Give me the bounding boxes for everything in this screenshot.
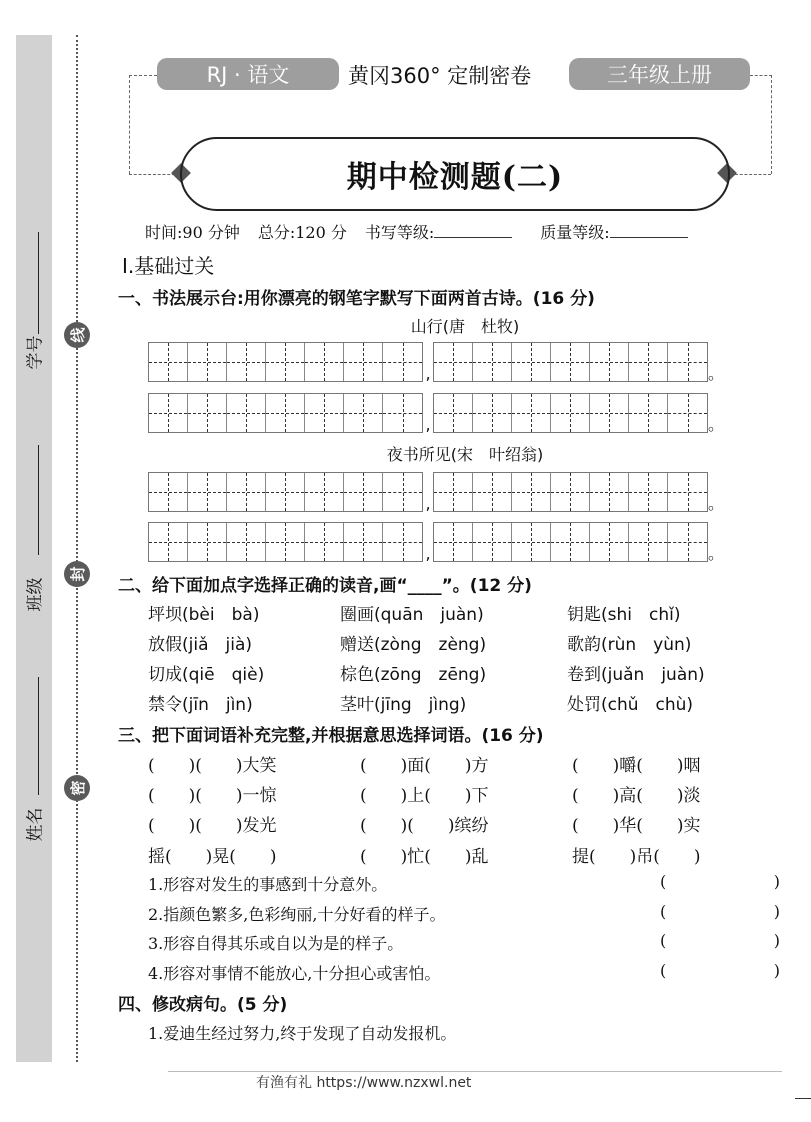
page-corner-mark <box>795 1098 811 1099</box>
definition-row <box>148 872 780 895</box>
word-row <box>148 781 784 806</box>
pinyin-item[interactable]: 切成(qiē qiè) <box>148 665 265 685</box>
definition-text: 3.形容自得其乐或自以为是的样子。 <box>148 934 404 953</box>
cut-line <box>76 35 78 1062</box>
writing-grid[interactable] <box>148 472 423 512</box>
page-title: 期中检测题(二) <box>346 160 564 195</box>
word-fill-item[interactable]: 摇( )晃( ) <box>148 847 277 867</box>
definition-row <box>148 961 780 984</box>
frame-dash <box>735 174 771 175</box>
writing-row: , 。 <box>148 342 718 382</box>
word-fill-item[interactable]: ( )高( )淡 <box>572 786 701 806</box>
definition-row <box>148 931 780 954</box>
pinyin-item[interactable]: 坪坝(bèi bà) <box>148 605 260 625</box>
pinyin-item[interactable]: 歌韵(rùn yùn) <box>567 635 692 655</box>
frame-dash <box>129 75 130 174</box>
frame-dash <box>771 75 772 174</box>
frame-dash <box>129 75 157 76</box>
class-label: 班级 <box>25 577 46 612</box>
writing-grid[interactable] <box>433 472 708 512</box>
word-fill-item[interactable]: ( )( )发光 <box>148 816 277 836</box>
score-text: 总分:120 分 <box>257 223 347 242</box>
title-frame <box>180 137 730 211</box>
pinyin-item[interactable]: 卷到(juǎn juàn) <box>567 665 705 685</box>
writing-grid[interactable] <box>148 522 423 562</box>
word-fill-item[interactable]: ( )上( )下 <box>360 786 489 806</box>
definition-text: 4.形容对事情不能放心,十分担心或害怕。 <box>148 964 441 983</box>
seal-mi-icon: 密 <box>64 775 90 801</box>
poem-2-title: 夜书所见(宋 叶绍翁) <box>386 445 544 464</box>
writing-grid[interactable] <box>433 522 708 562</box>
definition-text: 2.指颜色繁多,色彩绚丽,十分好看的样子。 <box>148 905 446 924</box>
definition-text: 1.形容对发生的事感到十分意外。 <box>148 875 388 894</box>
pinyin-item[interactable]: 赠送(zòng zèng) <box>340 635 487 655</box>
frame-dash <box>129 174 175 175</box>
word-fill-item[interactable]: ( )嚼( )咽 <box>572 756 701 776</box>
pinyin-item[interactable]: 禁令(jīn jìn) <box>148 695 253 715</box>
pinyin-row <box>148 600 779 625</box>
writing-row: , 。 <box>148 522 718 562</box>
writing-grade-label: 书写等级: <box>364 223 435 242</box>
pinyin-item[interactable]: 棕色(zōng zēng) <box>340 665 487 685</box>
writing-grid[interactable] <box>433 393 708 433</box>
pinyin-row <box>148 630 779 655</box>
pinyin-item[interactable]: 钥匙(shi chǐ) <box>567 605 681 625</box>
quality-grade-label: 质量等级: <box>540 223 610 242</box>
word-fill-item[interactable]: ( )( )缤纷 <box>360 816 489 836</box>
pinyin-item[interactable]: 放假(jiǎ jià) <box>148 635 252 655</box>
writing-grid[interactable] <box>148 342 423 382</box>
answer-blank[interactable]: ( ) <box>660 902 780 921</box>
word-fill-item[interactable]: ( )( )大笑 <box>148 756 277 776</box>
time-text: 时间:90 分钟 <box>145 223 240 242</box>
writing-grid[interactable] <box>433 342 708 382</box>
pinyin-item[interactable]: 茎叶(jīng jìng) <box>340 695 467 715</box>
part-title: Ⅰ.基础过关 <box>122 254 215 278</box>
name-label: 姓名 <box>25 807 46 842</box>
pinyin-item[interactable]: 处罚(chǔ chù) <box>567 695 694 715</box>
grade-pill: 三年级上册 <box>569 58 750 90</box>
footer-watermark: 有渔有礼 https://www.nzxwl.net <box>256 1075 472 1091</box>
word-row <box>148 811 784 836</box>
poem-1-title: 山行(唐 杜牧) <box>410 317 520 336</box>
binding-strip <box>16 35 52 1062</box>
subject-pill: RJ · 语文 <box>157 58 339 90</box>
writing-row: , 。 <box>148 393 718 433</box>
seal-feng-icon: 封 <box>64 561 90 587</box>
word-fill-item[interactable]: ( )忙( )乱 <box>360 847 489 867</box>
answer-blank[interactable]: ( ) <box>660 872 780 891</box>
question-3-title: 三、把下面词语补充完整,并根据意思选择词语。(16 分) <box>118 726 544 746</box>
seal-xian-icon: 线 <box>64 322 90 348</box>
sentence-item <box>148 1021 780 1044</box>
exam-meta <box>145 220 688 243</box>
writing-grid[interactable] <box>148 393 423 433</box>
frame-dash <box>750 75 772 76</box>
student-id-label: 学号 <box>25 335 46 370</box>
word-fill-item[interactable]: ( )( )一惊 <box>148 786 277 806</box>
word-row <box>148 751 784 776</box>
answer-blank[interactable]: ( ) <box>660 931 780 950</box>
question-2-title: 二、给下面加点字选择正确的读音,画“____”。(12 分) <box>118 576 532 596</box>
question-1-title: 一、书法展示台:用你漂亮的钢笔字默写下面两首古诗。(16 分) <box>118 289 595 309</box>
word-fill-item[interactable]: ( )面( )方 <box>360 756 489 776</box>
sentence-text: 1.爱迪生经过努力,终于发现了自动发报机。 <box>148 1024 457 1043</box>
pinyin-row <box>148 690 779 715</box>
writing-grade-blank[interactable] <box>434 221 512 238</box>
pinyin-row <box>148 660 779 685</box>
name-blank[interactable] <box>38 677 39 795</box>
definition-row <box>148 902 780 925</box>
pinyin-item[interactable]: 圈画(quān juàn) <box>340 605 484 625</box>
question-4-title: 四、修改病句。(5 分) <box>118 995 288 1015</box>
brand-text: 黄冈360° 定制密卷 <box>348 64 532 88</box>
word-row <box>148 842 784 867</box>
word-fill-item[interactable]: 提( )吊( ) <box>572 847 701 867</box>
answer-blank[interactable]: ( ) <box>660 961 780 980</box>
word-fill-item[interactable]: ( )华( )实 <box>572 816 701 836</box>
writing-row: , 。 <box>148 472 718 512</box>
quality-grade-blank[interactable] <box>610 221 688 238</box>
